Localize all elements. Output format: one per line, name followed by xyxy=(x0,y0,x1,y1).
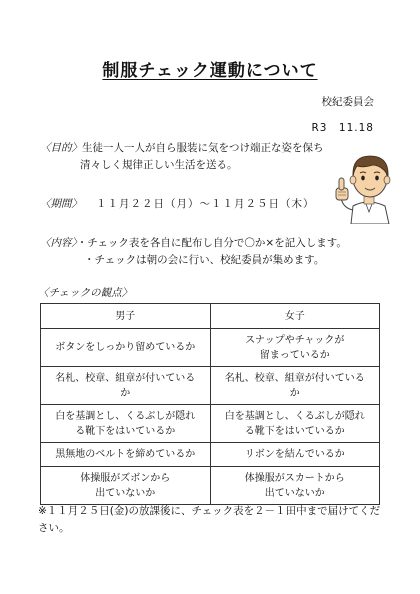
page-title: 制服チェック運動について xyxy=(102,61,318,81)
thumbs-up-boy-icon xyxy=(333,148,403,224)
table-row xyxy=(41,443,380,467)
content-label: 〈内容〉 xyxy=(40,237,77,249)
table-cell: ボタンをしっかり留めているか xyxy=(41,329,211,367)
table-cell: 体操服がズボンから 出ていないか xyxy=(41,467,211,505)
content-line-2: ・チェックは朝の会に行い、校紀委員が集めます。 xyxy=(84,254,325,266)
content-line-1: ・チェック表を各自に配布し自分で〇か×を記入します。 xyxy=(76,237,347,249)
period-label: 〈期間〉 xyxy=(40,198,82,210)
submission-note: ※１１月２５日(金)の放課後に、チェック表を２－１田中まで届けてください。 xyxy=(38,505,381,534)
purpose-line-1: 生徒一人一人が自ら服装に気をつけ端正な姿を保ち xyxy=(82,142,324,154)
viewpoints-label: 〈チェックの観点〉 xyxy=(38,287,133,299)
table-cell: 白を基調とし、くるぶしが隠れ る靴下をはいているか xyxy=(41,405,211,443)
purpose-section xyxy=(40,140,324,157)
table-cell: 体操服がスカートから 出ていないか xyxy=(210,467,380,505)
checklist-table xyxy=(40,303,380,505)
table-row xyxy=(41,329,380,367)
table-row xyxy=(41,405,380,443)
table-row xyxy=(41,467,380,505)
table-cell: リボンを結んでいるか xyxy=(210,443,380,467)
header-girls: 女子 xyxy=(210,304,380,329)
table-cell: 黒無地のベルトを締めているか xyxy=(41,443,211,467)
content-section xyxy=(40,235,347,252)
table-cell: 名札、校章、組章が付いている か xyxy=(210,367,380,405)
committee-name: 校紀委員会 xyxy=(321,96,374,108)
purpose-label: 〈目的〉 xyxy=(40,142,82,154)
period-text: １１月２２日（月）～１１月２５日（木） xyxy=(96,198,315,210)
table-cell: 名札、校章、組章が付いている か xyxy=(41,367,211,405)
period-section xyxy=(40,196,315,213)
table-row xyxy=(41,367,380,405)
table-cell: スナップやチャックが 留まっているか xyxy=(210,329,380,367)
table-cell: 白を基調とし、くるぶしが隠れ る靴下をはいているか xyxy=(210,405,380,443)
table-header-row xyxy=(41,304,380,329)
issue-date: R3 11.18 xyxy=(311,122,374,134)
purpose-line-2: 清々しく規律正しい生活を送る。 xyxy=(80,159,238,171)
header-boys: 男子 xyxy=(41,304,211,329)
